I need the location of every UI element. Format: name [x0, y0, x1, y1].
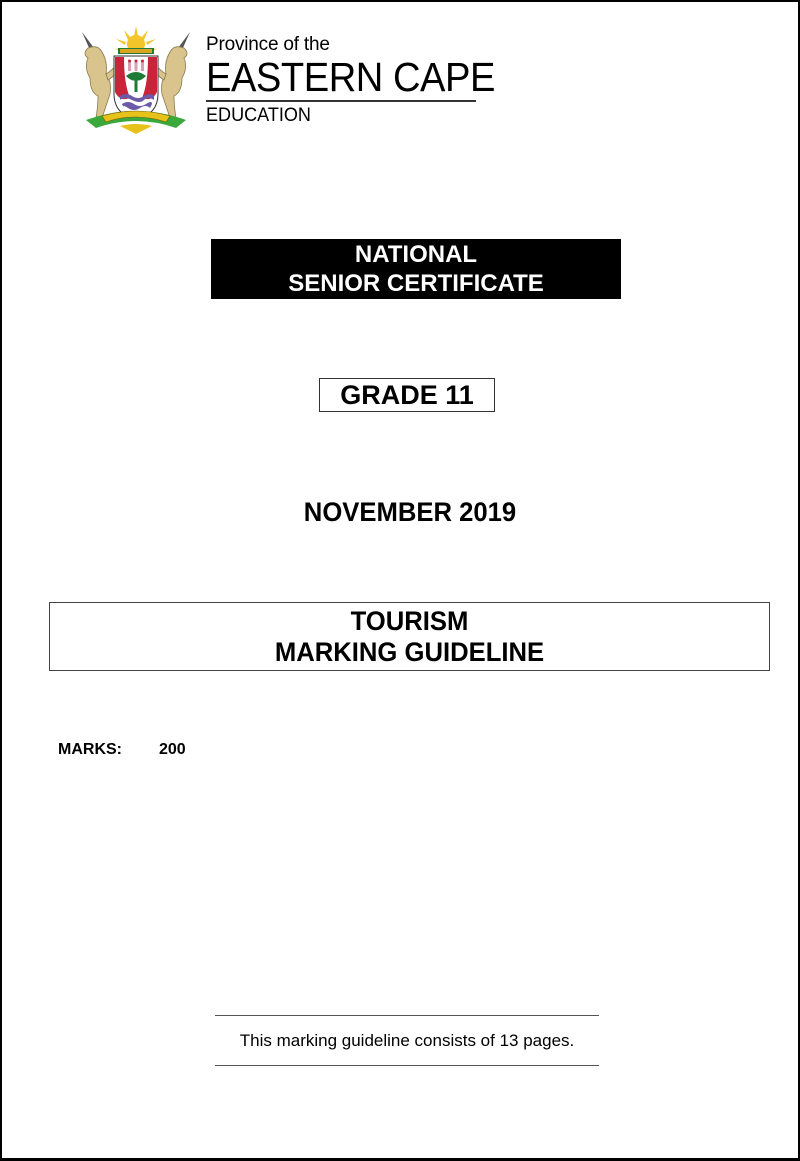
logo-divider: [206, 100, 476, 102]
subject-title: TOURISM: [350, 606, 469, 636]
nsc-banner: [211, 239, 621, 299]
marks-value: 200: [159, 741, 186, 758]
subject-box: [49, 602, 770, 671]
exam-date: NOVEMBER 2019: [303, 497, 517, 527]
grade-box: GRADE 11: [319, 378, 495, 412]
banner-line-2: SENIOR CERTIFICATE: [288, 270, 544, 297]
logo-province-line: Province of the: [206, 34, 330, 55]
logo-wordmark: [206, 34, 495, 127]
footer-bottom-divider: [215, 1065, 599, 1066]
logo-department-line: EDUCATION: [206, 105, 311, 126]
page-count-note: This marking guideline consists of 13 pages.: [239, 1031, 575, 1050]
logo-eastern-cape-line: EASTERN CAPE: [206, 54, 495, 100]
banner-line-1: NATIONAL: [354, 241, 478, 268]
coat-of-arms-icon: [68, 22, 204, 138]
footer-top-divider: [215, 1015, 599, 1016]
eastern-cape-education-logo: [68, 22, 495, 138]
marks-label: MARKS:: [58, 741, 122, 758]
document-type: MARKING GUIDELINE: [274, 637, 545, 667]
